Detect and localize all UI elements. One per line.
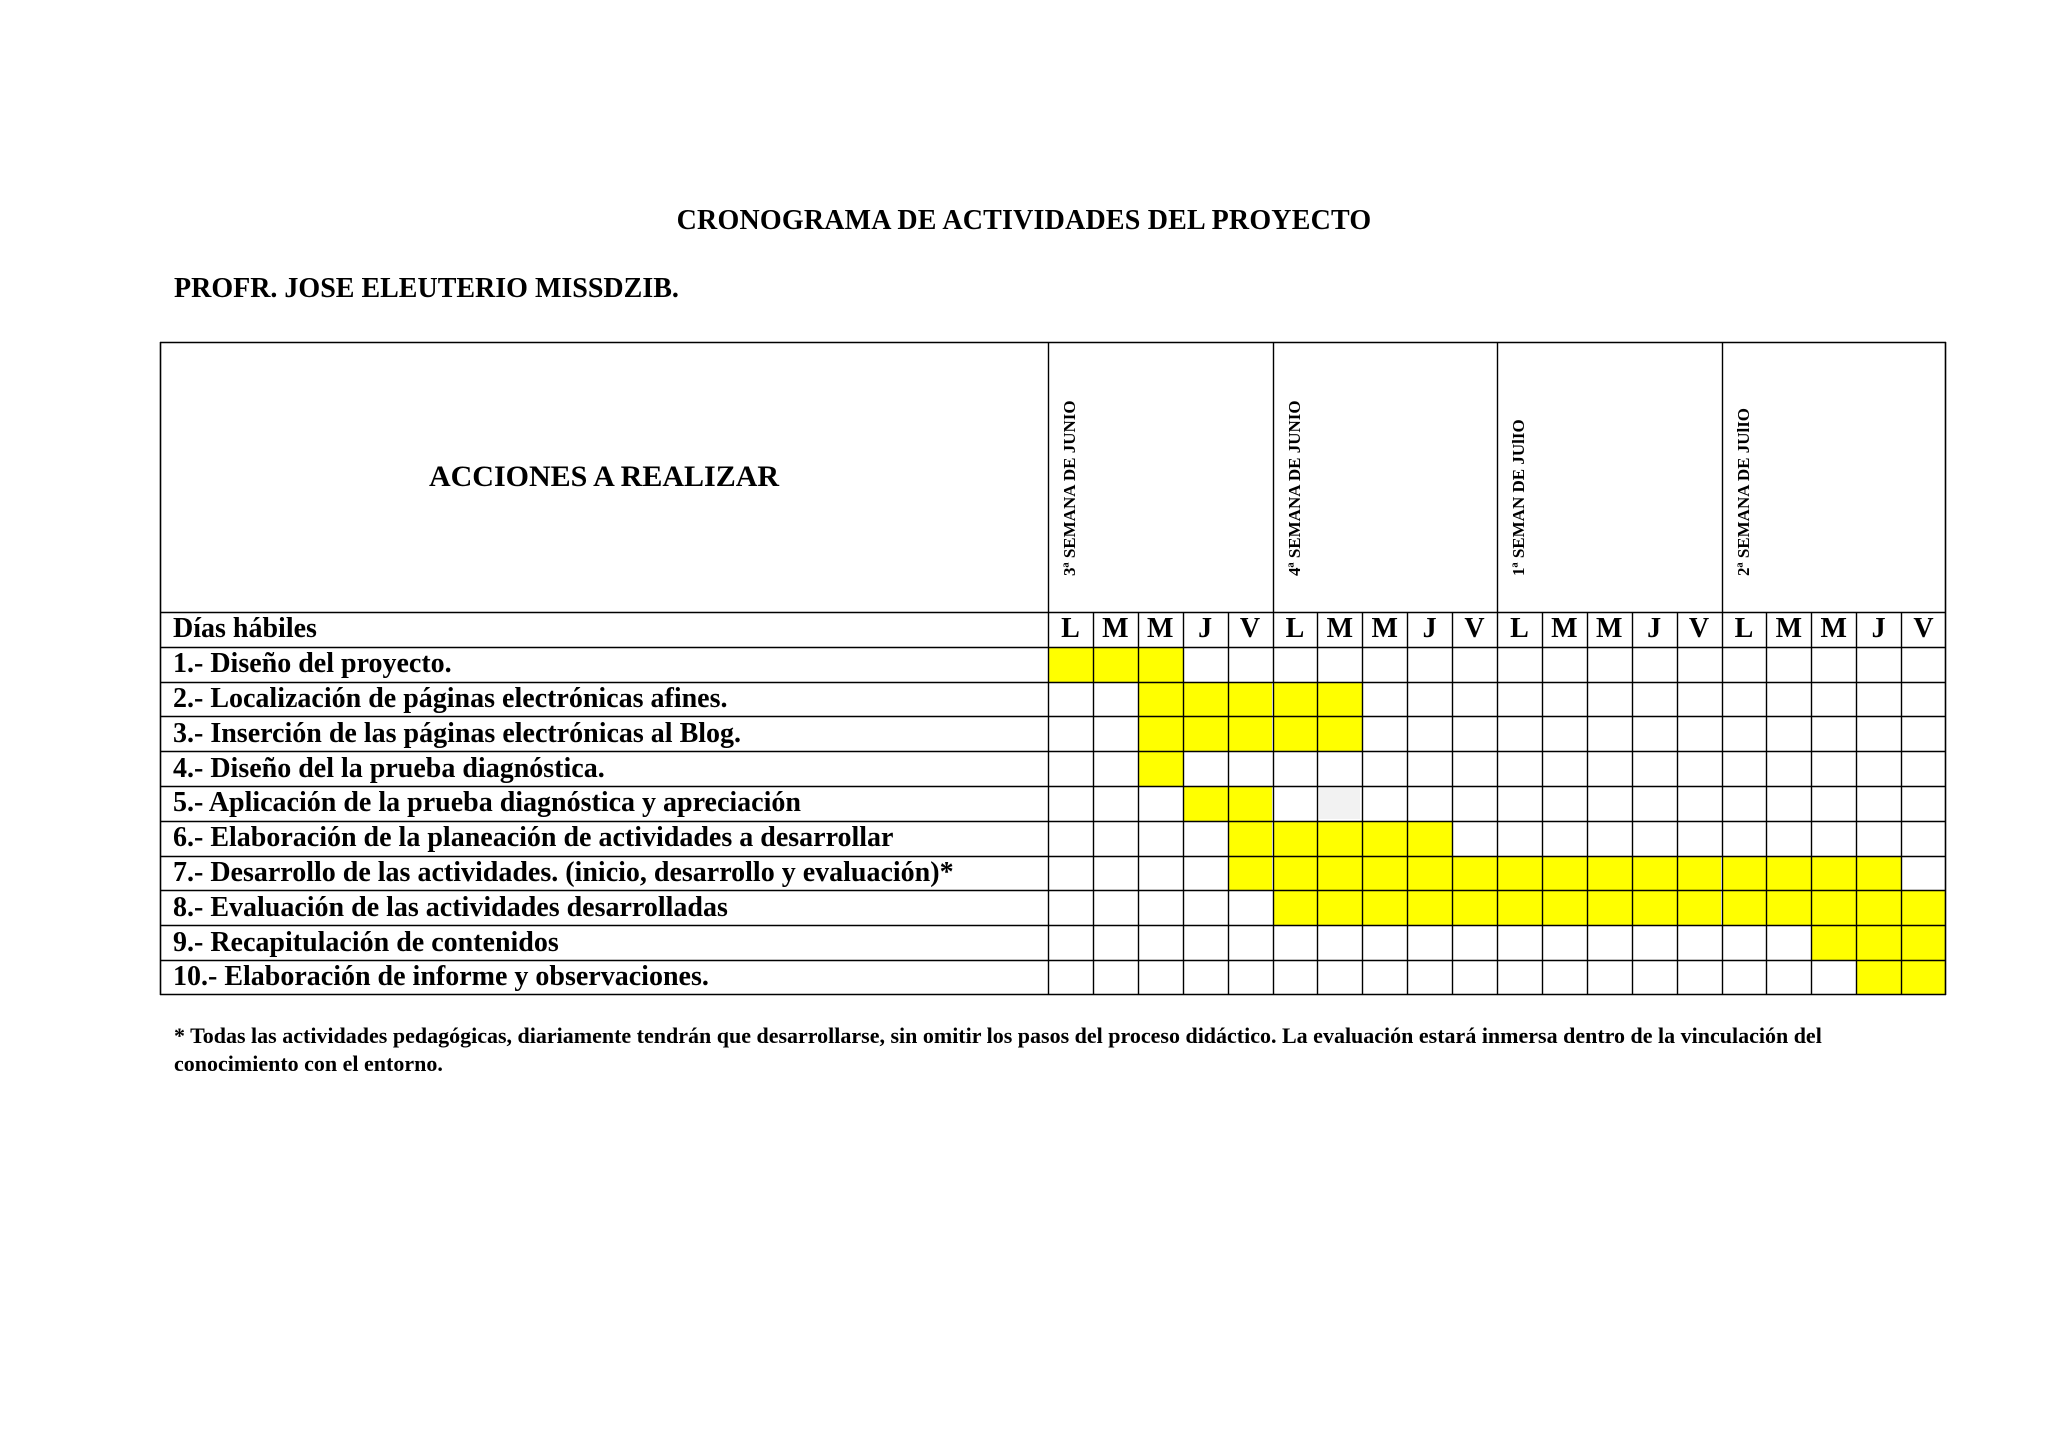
highlighted-cell — [1632, 890, 1677, 925]
highlighted-cell — [1183, 786, 1228, 821]
highlighted-cell — [1138, 682, 1183, 717]
highlighted-cell — [1856, 856, 1901, 891]
activity-label: 8.- Evaluación de las actividades desarrolladas — [173, 891, 728, 923]
day-label: V — [1239, 613, 1261, 645]
highlighted-cell — [1587, 890, 1632, 925]
day-label: L — [1510, 613, 1529, 645]
day-label: L — [1285, 613, 1305, 645]
highlighted-cell — [1138, 751, 1183, 786]
activity-label: 6.- Elaboración de la planeación de actividades a desarrollar — [173, 822, 894, 854]
activity-label: 5.- Aplicación de la prueba diagnóstica y apreciación — [173, 787, 801, 819]
highlighted-cell — [1093, 647, 1138, 682]
highlighted-cell — [1677, 856, 1722, 891]
week-header — [1048, 342, 1273, 612]
highlighted-cell — [1273, 716, 1318, 751]
week-label: 4ª SEMANA DE JUNIO — [1284, 400, 1304, 576]
highlighted-cell — [1362, 890, 1407, 925]
day-label: J — [1198, 613, 1213, 645]
footnote: * Todas las actividades pedagógicas, diariamente tendrán que desarrollarse, sin omitir los pasos del proceso didáctico. La evaluación estará inmersa dentro de la vinculación del conocimiento con el entorno. — [174, 1023, 1822, 1076]
activity-label: 1.- Diseño del proyecto. — [173, 648, 452, 680]
highlighted-cell — [1856, 925, 1901, 960]
highlighted-cell — [1273, 682, 1318, 717]
highlighted-cell — [1452, 890, 1497, 925]
highlighted-cell — [1856, 960, 1901, 995]
highlighted-cell — [1273, 821, 1318, 856]
day-label: V — [1913, 613, 1934, 645]
highlighted-cell — [1497, 890, 1542, 925]
highlighted-cell — [1722, 856, 1767, 891]
highlighted-cell — [1632, 856, 1677, 891]
highlighted-cell — [1856, 890, 1901, 925]
schedule-table — [160, 342, 1946, 995]
activity-label: 9.- Recapitulación de contenidos — [173, 926, 559, 958]
day-label: L — [1734, 613, 1754, 645]
highlighted-cell — [1811, 925, 1856, 960]
highlighted-cell — [1183, 682, 1228, 717]
activity-label: 10.- Elaboración de informe y observaciones. — [173, 961, 709, 993]
day-label: M — [1102, 613, 1129, 645]
day-label: V — [1688, 613, 1710, 645]
activity-label: 4.- Diseño del la prueba diagnóstica. — [173, 752, 605, 784]
day-label: M — [1551, 613, 1578, 645]
highlighted-cell — [1317, 716, 1362, 751]
highlighted-cell — [1317, 890, 1362, 925]
day-label: M — [1147, 613, 1174, 645]
document-author: PROFR. JOSE ELEUTERIO MISSDZIB. — [174, 273, 679, 304]
day-label: M — [1775, 613, 1803, 645]
highlighted-cell — [1407, 890, 1452, 925]
activity-label: 7.- Desarrollo de las actividades. (inicio, desarrollo y evaluación)* — [173, 856, 954, 888]
header-acciones: ACCIONES A REALIZAR — [428, 460, 780, 493]
highlighted-cell — [1901, 890, 1946, 925]
week-label: 1ª SEMAN DE JUlIO — [1509, 419, 1529, 576]
highlighted-cell — [1183, 716, 1228, 751]
week-header — [1273, 342, 1498, 612]
highlighted-cell — [1228, 682, 1273, 717]
highlighted-cell — [1497, 856, 1542, 891]
highlighted-cell — [1587, 856, 1632, 891]
highlighted-cell — [1407, 856, 1452, 891]
activity-label: 3.- Inserción de las páginas electrónicas al Blog. — [173, 717, 742, 749]
highlighted-cell — [1901, 960, 1946, 995]
highlighted-cell — [1228, 821, 1273, 856]
day-label: V — [1464, 613, 1485, 645]
highlighted-cell — [1228, 786, 1273, 821]
day-label: M — [1326, 613, 1354, 645]
day-label: J — [1422, 613, 1437, 645]
day-label: M — [1596, 613, 1623, 645]
marked-cell — [1319, 788, 1360, 819]
highlighted-cell — [1766, 856, 1811, 891]
document-title: CRONOGRAMA DE ACTIVIDADES DEL PROYECTO — [676, 205, 1372, 236]
highlighted-cell — [1362, 821, 1407, 856]
highlighted-cell — [1811, 856, 1856, 891]
highlighted-cell — [1138, 647, 1183, 682]
week-header — [1722, 342, 1947, 612]
highlighted-cell — [1542, 890, 1587, 925]
day-label: J — [1647, 613, 1662, 645]
week-label: 3ª SEMANA DE JUNIO — [1060, 400, 1080, 576]
highlighted-cell — [1048, 647, 1093, 682]
highlighted-cell — [1362, 856, 1407, 891]
highlighted-cell — [1273, 890, 1318, 925]
days-row-label: Días hábiles — [173, 613, 317, 645]
day-label: J — [1871, 613, 1886, 645]
highlighted-cell — [1317, 682, 1362, 717]
highlighted-cell — [1228, 856, 1273, 891]
highlighted-cell — [1811, 890, 1856, 925]
activity-label: 2.- Localización de páginas electrónicas afines. — [173, 682, 728, 714]
highlighted-cell — [1273, 856, 1318, 891]
highlighted-cell — [1317, 856, 1362, 891]
day-label: M — [1371, 613, 1398, 645]
highlighted-cell — [1407, 821, 1452, 856]
day-label: M — [1820, 613, 1847, 645]
highlighted-cell — [1901, 925, 1946, 960]
highlighted-cell — [1677, 890, 1722, 925]
week-header — [1497, 342, 1722, 612]
highlighted-cell — [1542, 856, 1587, 891]
highlighted-cell — [1766, 890, 1811, 925]
highlighted-cell — [1228, 716, 1273, 751]
highlighted-cell — [1452, 856, 1497, 891]
week-label: 2ª SEMANA DE JUlIO — [1733, 407, 1753, 576]
highlighted-cell — [1317, 821, 1362, 856]
highlighted-cell — [1138, 716, 1183, 751]
highlighted-cell — [1722, 890, 1767, 925]
day-label: L — [1061, 613, 1080, 645]
